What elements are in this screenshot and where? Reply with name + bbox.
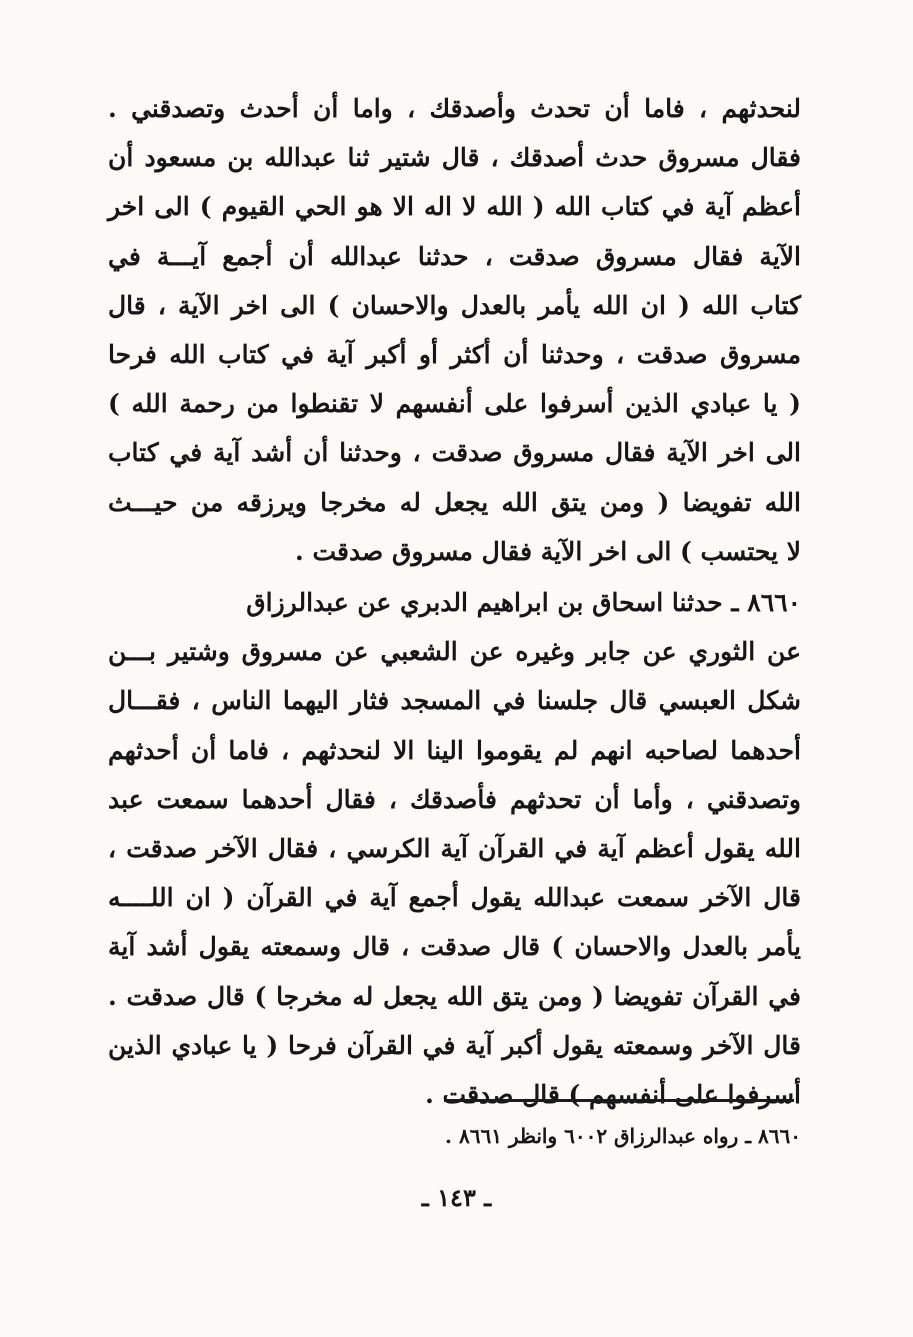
text-line: الله يقول أعظم آية في القرآن آية الكرسي ، فقال الآخر صدقت ، (108, 833, 801, 863)
footnote: ٨٦٦٠ ـ رواه عبدالرزاق ٦٠٠٢ وانظر ٨٦٦١ . (445, 1124, 801, 1148)
text-line: وتصدقني ، وأما أن تحدثهم فأصدقك ، فقال أحدهما سمعت عبد (108, 784, 801, 814)
text-line: عن الثوري عن جابر وغيره عن الشعبي عن مسروق وشتير بـــن (108, 637, 801, 667)
text-line: أعظم آية في كتاب الله ( الله لا اله الا هو الحي القيوم ) الى اخر (108, 192, 801, 222)
hadith-number-line: ٨٦٦٠ ـ حدثنا اسحاق بن ابراهيم الدبري عن عبدالرزاق (246, 588, 801, 617)
text-line: لا يحتسب ) الى اخر الآية فقال مسروق صدقت . (295, 536, 801, 566)
text-line: في القرآن تفويضا ( ومن يتق الله يجعل له مخرجا ) قال صدقت . (108, 981, 801, 1011)
paragraph-1 (108, 84, 801, 576)
text-line: لنحدثهم ، فاما أن تحدث وأصدقك ، واما أن أحدث وتصدقني . (108, 94, 801, 123)
page-number: ـ ١٤٣ ـ (421, 1183, 492, 1212)
text-line: الله تفويضا ( ومن يتق الله يجعل له مخرجا ويرزقه من حيـــث (108, 487, 801, 517)
text-line: قال الآخر سمعت عبدالله يقول أجمع آية في القرآن ( ان اللــــه (108, 883, 801, 913)
text-line: فقال مسروق حدث أصدقك ، قال شتير ثنا عبدالله بن مسعود أن (108, 143, 801, 173)
text-line: قال الآخر وسمعته يقول أكبر آية في القرآن فرحا ( يا عبادي الذين (108, 1030, 801, 1060)
paragraph-2 (108, 578, 801, 1119)
text-line: أحدهما لصاحبه انهم لم يقوموا الينا الا لنحدثهم ، فاما أن أحدثهم (108, 735, 801, 765)
text-line: ( يا عبادي الذين أسرفوا على أنفسهم لا تقنطوا من رحمة الله ) (108, 389, 801, 419)
text-line: أسرفوا على أنفسهم ) قال صدقت . (425, 1079, 801, 1109)
text-line: شكل العبسي قال جلسنا في المسجد فثار اليهما الناس ، فقـــال (108, 686, 801, 716)
text-line: مسروق صدقت ، وحدثنا أن أكثر أو أكبر آية في كتاب الله فرحا (108, 339, 801, 369)
footnote-divider (444, 1099, 794, 1102)
text-line: يأمر بالعدل والاحسان ) قال صدقت ، قال وسمعته يقول أشد آية (108, 932, 801, 962)
text-line: الآية فقال مسروق صدقت ، حدثنا عبدالله أن أجمع آيـــة في (108, 241, 801, 271)
text-line: كتاب الله ( ان الله يأمر بالعدل والاحسان ) الى اخر الآية ، قال (108, 290, 801, 320)
text-line: الى اخر الآية فقال مسروق صدقت ، وحدثنا أن أشد آية في كتاب (108, 438, 801, 468)
